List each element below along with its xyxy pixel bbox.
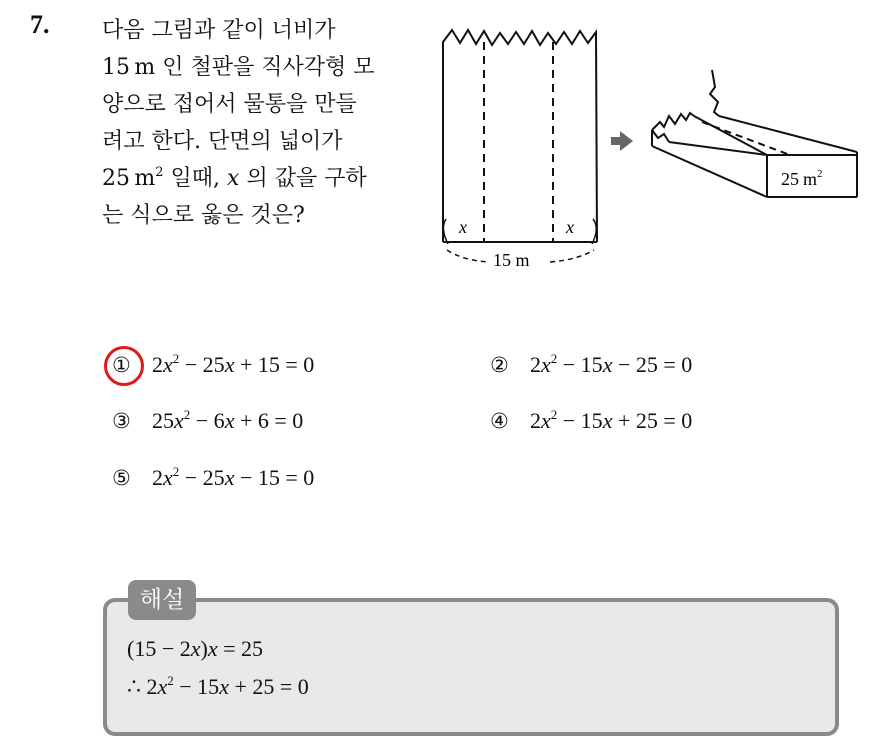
folded-channel	[652, 70, 857, 197]
choice-5-number: ⑤	[112, 466, 131, 490]
question-text	[102, 12, 422, 234]
solution-box	[103, 598, 839, 736]
choice-3-number: ③	[112, 409, 131, 433]
question-line-6: 는 식으로 옳은 것은?	[102, 203, 305, 228]
solution-tag: 해설	[128, 580, 196, 620]
x-right-label: x	[566, 217, 574, 237]
choice-1-number: ①	[112, 353, 152, 377]
right-arrow-icon	[611, 131, 633, 151]
question-line-5: 25 $m^2$ 일때, x 의 값을 구하	[102, 165, 367, 191]
folding-figure	[432, 14, 872, 284]
choice-1[interactable]: ① $2x^2 - 25x + 15 = 0$	[112, 351, 315, 377]
choice-4[interactable]: ④ $2x^2 - 15x + 25 = 0$	[490, 407, 693, 433]
area-label: 25 $m^2$	[781, 168, 823, 189]
choice-3[interactable]: ③ $25x^2 - 6x + 6 = 0$	[112, 407, 304, 433]
solution-line-1: (15 − 2x)x = 25	[127, 636, 264, 661]
x-left-label: x	[459, 217, 467, 237]
question-line-1: 다음 그림과 같이 너비가	[102, 18, 336, 43]
question-line-3: 양으로 접어서 물통을 만들	[102, 92, 357, 117]
solution-line-2: ∴ $2x^2 - 15x + 25 = 0$	[127, 673, 309, 699]
question-line-2: 15 m 인 철판을 직사각형 모	[102, 55, 375, 80]
choice-2-number: ②	[490, 353, 509, 377]
choice-2[interactable]: ② $2x^2 - 15x - 25 = 0$	[490, 351, 693, 377]
width-label: 15 m	[493, 250, 530, 270]
question-number: 7.	[30, 10, 50, 39]
choice-4-number: ④	[490, 409, 509, 433]
choice-5[interactable]: ⑤ $2x^2 - 25x - 15 = 0$	[112, 464, 315, 490]
question-line-4: 려고 한다. 단면의 넓이가	[102, 129, 343, 154]
